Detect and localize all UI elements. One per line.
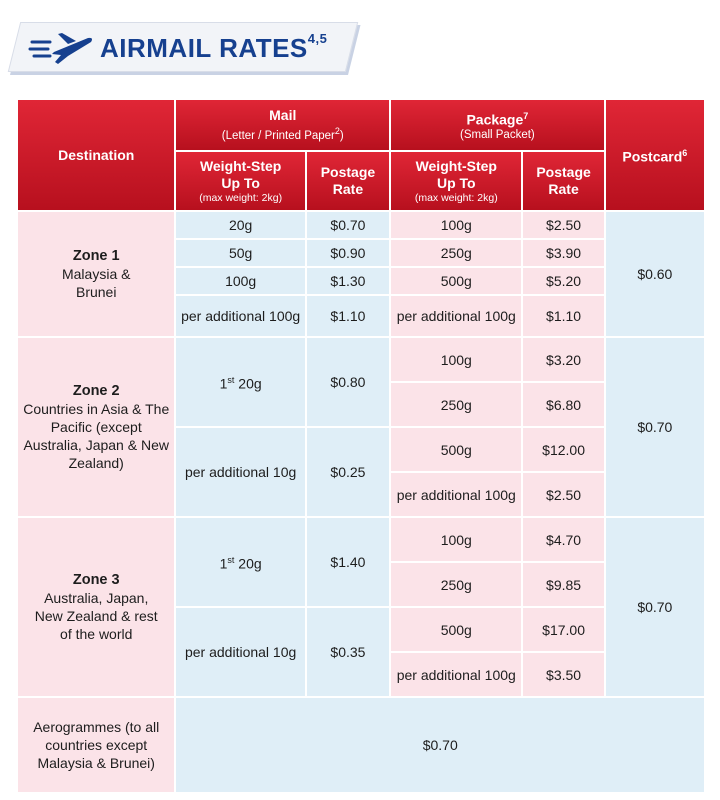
header-mail: Mail (Letter / Printed Paper$^2$): [176, 100, 389, 150]
aerogrammes-destination: Aerogrammes (to all countries except Malaysia & Brunei): [18, 698, 174, 792]
table-cell: per additional 100g: [176, 296, 304, 336]
table-cell: $1.30: [307, 268, 389, 294]
zone-3-destination: Zone 3 Australia, Japan, New Zealand & rest of the world: [18, 518, 174, 696]
table-cell: 100g: [391, 338, 521, 381]
table-cell: $17.00: [523, 608, 603, 651]
zone-1-postcard: $0.60: [606, 212, 704, 336]
zone-2-destination: Zone 2 Countries in Asia & The Pacific (except Australia, Japan & New Zealand): [18, 338, 174, 516]
aerogrammes-rate: $0.70: [176, 698, 704, 792]
table-cell: $1.40: [307, 518, 389, 606]
table-cell: per additional 100g: [391, 473, 521, 516]
table-cell: 100g: [391, 518, 521, 561]
table-cell: $3.20: [523, 338, 603, 381]
table-cell: 500g: [391, 268, 521, 294]
table-cell: 500g: [391, 608, 521, 651]
header-destination: Destination: [18, 100, 174, 210]
header-package-weight: Weight-Step Up To (max weight: 2kg): [391, 152, 521, 210]
header-postcard: Postcard$^6$: [606, 100, 704, 210]
table-cell: per additional 10g: [176, 428, 304, 516]
table-cell: 250g: [391, 563, 521, 606]
table-cell: $2.50: [523, 473, 603, 516]
table-cell: $12.00: [523, 428, 603, 471]
zone-1-destination: Zone 1 Malaysia & Brunei: [18, 212, 174, 336]
table-cell: $0.80: [307, 338, 389, 426]
table-cell: $6.80: [523, 383, 603, 426]
table-cell: $4.70: [523, 518, 603, 561]
table-cell: $3.90: [523, 240, 603, 266]
title-row: [28, 26, 327, 70]
table-cell: per additional 10g: [176, 608, 304, 696]
header-package: Package$^7$ (Small Packet): [391, 100, 604, 150]
airplane-icon: [28, 28, 94, 68]
table-cell: $0.25: [307, 428, 389, 516]
airmail-rates-table: [16, 98, 706, 794]
page-title: AIRMAIL RATES$^{4,5}$: [100, 30, 328, 63]
table-cell: $0.90: [307, 240, 389, 266]
table-cell: $9.85: [523, 563, 603, 606]
table-cell: 100g: [391, 212, 521, 238]
header-package-rate: Postage Rate: [523, 152, 603, 210]
table-cell: $1.10: [523, 296, 603, 336]
zone-3-postcard: $0.70: [606, 518, 704, 696]
table-cell: per additional 100g: [391, 653, 521, 696]
table-cell: per additional 100g: [391, 296, 521, 336]
table-cell: $0.35: [307, 608, 389, 696]
zone-2-postcard: $0.70: [606, 338, 704, 516]
table-cell: 20g: [176, 212, 304, 238]
table-cell: 1st 20g: [176, 518, 304, 606]
header-mail-weight: Weight-Step Up To (max weight: 2kg): [176, 152, 304, 210]
table-cell: 100g: [176, 268, 304, 294]
header-mail-rate: Postage Rate: [307, 152, 389, 210]
table-cell: 250g: [391, 240, 521, 266]
table-cell: 500g: [391, 428, 521, 471]
table-cell: 1st 20g: [176, 338, 304, 426]
table-cell: $3.50: [523, 653, 603, 696]
table-cell: 250g: [391, 383, 521, 426]
table-cell: 50g: [176, 240, 304, 266]
table-cell: $1.10: [307, 296, 389, 336]
table-cell: $5.20: [523, 268, 603, 294]
table-cell: $2.50: [523, 212, 603, 238]
table-cell: $0.70: [307, 212, 389, 238]
